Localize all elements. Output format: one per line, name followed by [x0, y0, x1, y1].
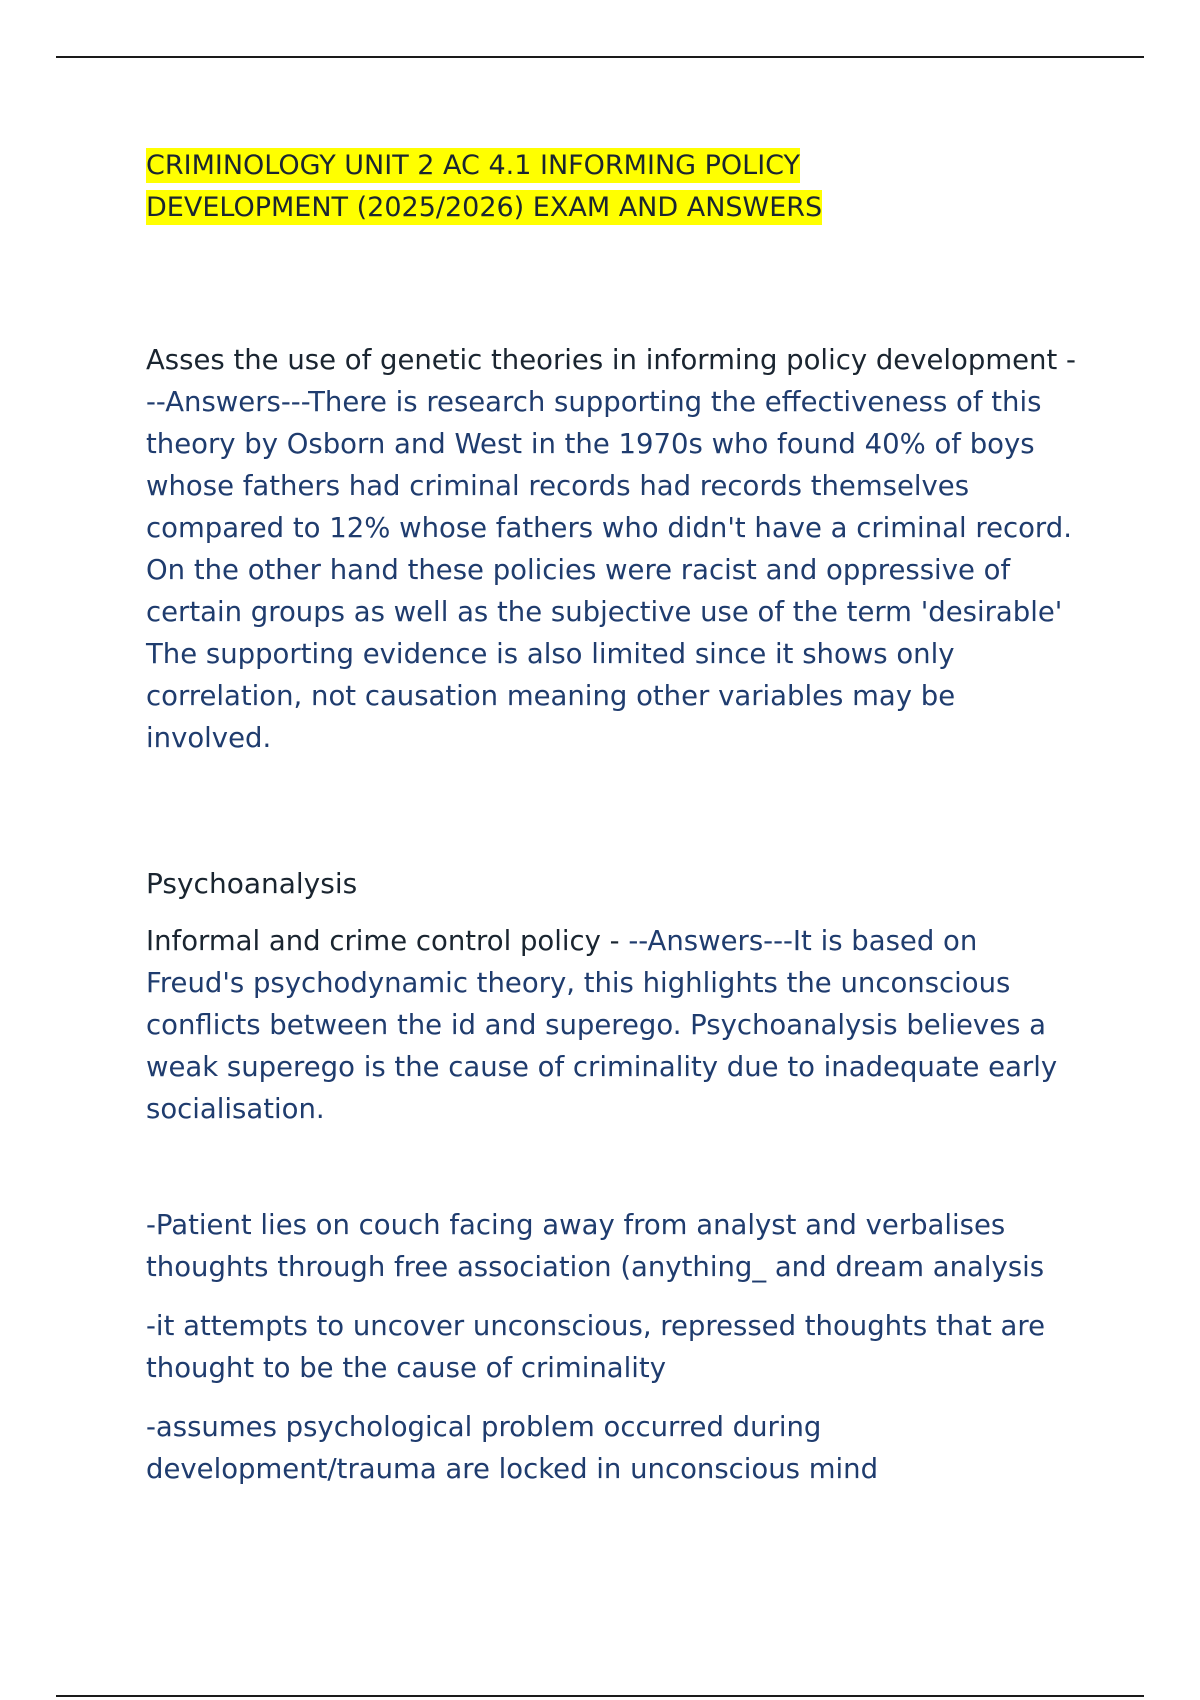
qa-item-informal-crime-control — [146, 920, 1076, 1130]
qa-item-genetic — [146, 339, 1076, 759]
section-heading-psychoanalysis: Psychoanalysis — [146, 867, 358, 900]
answer-text: --Answers---It is based on Freud's psychodynamic theory, this highlights the unconscious conflicts between the id and superego. Psychoanalysis believes a weak superego is the cause of criminality due to inadequate early socialisation. — [146, 925, 1058, 1125]
question-text: Informal and crime control policy - — [146, 925, 629, 957]
question-text: Asses the use of genetic theories in informing policy development - — [146, 344, 1076, 376]
title-line-1: CRIMINOLOGY UNIT 2 AC 4.1 INFORMING POLICY — [146, 150, 801, 181]
document-title — [146, 145, 1076, 229]
bullet-item: -it attempts to uncover unconscious, repressed thoughts that are thought to be the cause of criminality — [146, 1310, 1046, 1384]
bullet-item: -Patient lies on couch facing away from analyst and verbalises thoughts through free association (anything_ and dream analysis — [146, 1209, 1045, 1283]
bottom-rule — [56, 1695, 1144, 1697]
top-rule — [56, 56, 1144, 58]
bullet-item: -assumes psychological problem occurred during development/trauma are locked in unconscious mind — [146, 1411, 879, 1485]
document-body — [146, 145, 1076, 1490]
title-line-2: DEVELOPMENT (2025/2026) EXAM AND ANSWERS — [146, 192, 823, 223]
answer-text: --Answers---There is research supporting the effectiveness of this theory by Osborn and West in the 1970s who found 40% of boys whose fathers had criminal records had records themselves compared to 12% whose fathers who didn't have a criminal record. On the other hand these policies were racist and oppressive of certain groups as well as the subjective use of the term 'desirable' The supporting evidence is also limited since it shows only correlation, not causation meaning other variables may be involved. — [146, 386, 1072, 754]
